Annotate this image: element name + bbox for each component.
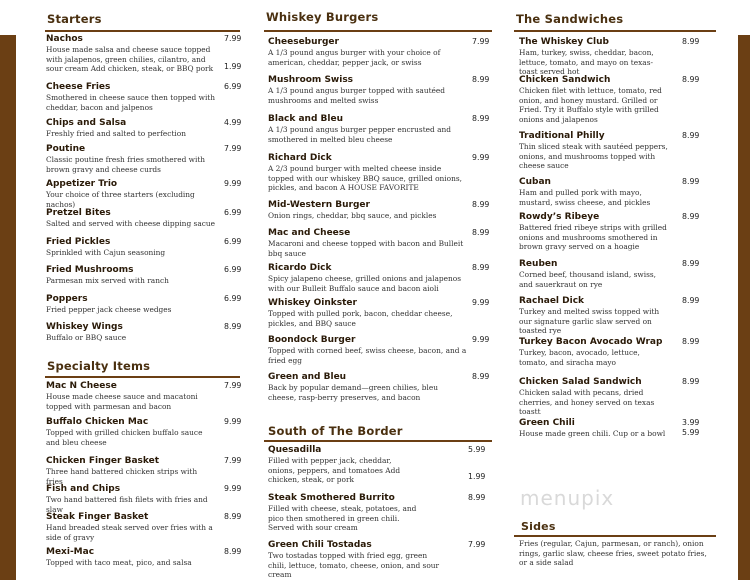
item-desc: Turkey, bacon, avocado, lettuce, tomato, and siracha mayo (519, 348, 640, 367)
item-name: Chicken Finger Basket (46, 456, 160, 466)
menu-item (46, 237, 246, 258)
menu-item (268, 114, 498, 144)
menu-item (46, 208, 246, 229)
item-desc: Topped with taco meat, pico, and salsa (46, 558, 192, 567)
item-desc: Sprinkled with Cajun seasoning (46, 248, 166, 257)
item-price: 7.99 (472, 37, 490, 46)
item-name: Richard Dick (268, 153, 332, 163)
item-name: Chicken Sandwich (519, 75, 611, 85)
item-price: 6.99 (224, 82, 242, 91)
item-desc: Two tostadas topped with fried egg, green chili, lettuce, tomato, cheese, onion, and sour cream (268, 551, 440, 580)
item-desc: Classic poutine fresh fries smothered with brown gravy and cheese curds (46, 155, 206, 174)
item-desc: Fried pepper jack cheese wedges (46, 305, 172, 314)
item-desc: Ham and pulled pork with mayo, mustard, swiss cheese, and pickles (519, 188, 651, 207)
item-name: Reuben (519, 259, 558, 269)
item-desc: Your choice of three starters (excluding nachos) (46, 190, 195, 209)
item-price: 5.99 (468, 445, 486, 454)
item-name: Turkey Bacon Avocado Wrap (519, 337, 663, 347)
item-desc: Back by popular demand—green chilies, bleu cheese, rasp-berry preserves, and bacon (268, 383, 438, 402)
item-desc: Ham, turkey, swiss, cheddar, bacon, lettuce, tomato, and mayo on texas-toast served hot (519, 48, 654, 77)
item-name: Whiskey Wings (46, 322, 123, 332)
item-name: Appetizer Trio (46, 179, 118, 189)
item-desc: Smothered in cheese sauce then topped with cheddar, bacon and jalpenos (46, 93, 216, 112)
item-name: Boondock Burger (268, 335, 356, 345)
section-rule (514, 535, 716, 537)
right-border-stripe (738, 35, 750, 580)
menu-item (519, 377, 709, 417)
menu-item (268, 75, 498, 105)
menu-item (519, 337, 709, 367)
item-desc: Topped with pulled pork, bacon, cheddar cheese, pickles, and BBQ sauce (268, 309, 453, 328)
item-price: 8.99 (472, 228, 490, 237)
menu-item (519, 37, 709, 77)
menu-item (268, 540, 498, 580)
item-desc: Three hand battered chicken strips with fries (46, 467, 198, 486)
menu-item (519, 259, 709, 289)
item-name: Green Chili (519, 418, 575, 428)
menu-item (268, 200, 498, 221)
item-price: 7.99 (468, 540, 486, 549)
item-addon-price: 1.99 (468, 472, 486, 481)
item-name: Mexi-Mac (46, 547, 95, 557)
item-price: 9.99 (472, 298, 490, 307)
menu-item (519, 212, 709, 252)
item-price: 6.99 (224, 237, 242, 246)
menu-item (268, 228, 498, 258)
item-desc: A 1/3 pound angus burger topped with sautéed mushrooms and melted swiss (268, 86, 446, 105)
item-name: Rachael Dick (519, 296, 585, 306)
section-title-border: South of The Border (268, 424, 403, 438)
item-desc: A 1/3 pound angus burger pepper encrusted and smothered in melted bleu cheese (268, 125, 452, 144)
item-name: Poppers (46, 294, 88, 304)
item-desc: Topped with grilled chicken buffalo sauce and bleu cheese (46, 428, 203, 447)
item-desc: House made salsa and cheese sauce topped with jalapenos, green chilies, cilantro, and sour cream Add chicken, steak, or BBQ pork (46, 45, 214, 74)
menu-item (46, 322, 246, 343)
menu-item (46, 381, 246, 411)
item-price: 8.99 (682, 75, 700, 84)
item-desc: Salted and served with cheese dipping sacue (46, 219, 215, 228)
menu-item (519, 296, 709, 336)
menu-item (519, 418, 709, 439)
item-desc: Filled with cheese, steak, potatoes, and pico then smothered in green chili. Served with sour cream (268, 504, 417, 533)
menu-item (268, 37, 498, 67)
item-price: 9.99 (224, 179, 242, 188)
item-price: 8.99 (682, 296, 700, 305)
menu-item (46, 547, 246, 568)
item-desc: Buffalo or BBQ sauce (46, 333, 127, 342)
menu-item (268, 263, 498, 293)
menu-item (46, 512, 246, 542)
item-price: 6.99 (224, 294, 242, 303)
item-name: Cheeseburger (268, 37, 339, 47)
item-desc: Corned beef, thousand island, swiss, and sauerkraut on rye (519, 270, 657, 289)
menu-item (46, 118, 246, 139)
item-price: 9.99 (472, 335, 490, 344)
item-price: 8.99 (224, 512, 242, 521)
item-name: Chicken Salad Sandwich (519, 377, 642, 387)
item-price: 8.99 (472, 114, 490, 123)
item-price: 6.99 (224, 208, 242, 217)
item-name: Chips and Salsa (46, 118, 127, 128)
item-desc: Hand breaded steak served over fries with a side of gravy (46, 523, 213, 542)
menu-item (46, 34, 246, 74)
item-name: Fried Pickles (46, 237, 111, 247)
item-name: Buffalo Chicken Mac (46, 417, 149, 427)
menu-item (268, 335, 498, 365)
item-desc: House made cheese sauce and macatoni topped with parmesan and bacon (46, 392, 198, 411)
item-price: 8.99 (682, 377, 700, 386)
item-desc: A 2/3 pound burger with melted cheese inside topped with our whiskey BBQ sauce, grilled onions, pickles, and bacon A HOUSE FAVORITE (268, 164, 462, 193)
item-price: 8.99 (468, 493, 486, 502)
section-rule (45, 376, 240, 378)
item-name: Mac N Cheese (46, 381, 117, 391)
item-name: Whiskey Oinkster (268, 298, 357, 308)
item-name: Cuban (519, 177, 551, 187)
menu-item (268, 493, 498, 533)
item-price: 8.99 (682, 37, 700, 46)
item-price: 8.99 (472, 263, 490, 272)
item-name: Mid-Western Burger (268, 200, 370, 210)
section-rule (264, 440, 492, 442)
item-name: Traditional Philly (519, 131, 605, 141)
item-price: 8.99 (682, 177, 700, 186)
item-name: Black and Bleu (268, 114, 343, 124)
item-price: 6.99 (224, 265, 242, 274)
item-price: 3.99 (682, 418, 700, 427)
item-desc: Filled with pepper jack, cheddar, onions, peppers, and tomatoes Add chicken, steak, or pork (268, 456, 401, 485)
item-name: Fried Mushrooms (46, 265, 134, 275)
item-price: 8.99 (472, 200, 490, 209)
item-name: Steak Smothered Burrito (268, 493, 395, 503)
item-name: Green Chili Tostadas (268, 540, 372, 550)
item-desc: A 1/3 pound angus burger with your choice of american, cheddar, pepper jack, or swiss (268, 48, 441, 67)
menu-item (519, 177, 709, 207)
item-desc: Macaroni and cheese topped with bacon and Bulleit bbq sauce (268, 239, 464, 258)
item-name: Nachos (46, 34, 83, 44)
section-rule (264, 30, 492, 32)
section-rule (514, 30, 716, 32)
menu-item (268, 372, 498, 402)
menu-item (46, 82, 246, 112)
item-name: Poutine (46, 144, 86, 154)
item-desc: House made green chili. Cup or a bowl (519, 429, 666, 438)
item-addon-price: 5.99 (682, 428, 700, 437)
section-title-burgers: Whiskey Burgers (266, 10, 379, 24)
item-name: Cheese Fries (46, 82, 111, 92)
menu-item (268, 153, 498, 193)
menu-item (268, 298, 498, 328)
item-addon-price: 1.99 (224, 62, 242, 71)
menu-item (46, 417, 246, 447)
section-title-starters: Starters (47, 12, 102, 26)
item-price: 7.99 (224, 34, 242, 43)
menu-item (519, 75, 709, 124)
item-price: 8.99 (682, 337, 700, 346)
item-desc: Freshly fried and salted to perfection (46, 129, 186, 138)
item-price: 8.99 (682, 259, 700, 268)
item-name: Mac and Cheese (268, 228, 351, 238)
item-name: Steak Finger Basket (46, 512, 149, 522)
item-name: Ricardo Dick (268, 263, 332, 273)
item-name: Green and Bleu (268, 372, 347, 382)
item-desc: Parmesan mix served with ranch (46, 276, 169, 285)
menu-item (519, 131, 709, 171)
menu-item (268, 445, 498, 485)
item-name: Pretzel Bites (46, 208, 111, 218)
item-name: The Whiskey Club (519, 37, 609, 47)
item-price: 9.99 (472, 153, 490, 162)
menu-item (46, 484, 246, 514)
left-border-stripe (0, 35, 16, 580)
section-rule (45, 30, 240, 32)
item-price: 8.99 (682, 212, 700, 221)
item-desc: Turkey and melted swiss topped with our signature garlic slaw served on toasted rye (519, 307, 660, 336)
item-desc: Spicy jalapeno cheese, grilled onions and jalapenos with our Bulleit Buffalo sauce and bacon aioli (268, 274, 462, 293)
item-desc: Onion rings, cheddar, bbq sauce, and pickles (268, 211, 437, 220)
item-price: 7.99 (224, 456, 242, 465)
section-title-sides: Sides (521, 520, 556, 533)
item-price: 8.99 (472, 75, 490, 84)
section-title-specialty: Specialty Items (47, 359, 151, 373)
item-name: Fish and Chips (46, 484, 121, 494)
menu-item (46, 179, 246, 209)
menu-item (46, 144, 246, 174)
item-price: 4.99 (224, 118, 242, 127)
item-name: Quesadilla (268, 445, 322, 455)
item-desc: Chicken salad with pecans, dried cherries, and honey served on texas toastt (519, 388, 655, 417)
menu-item (46, 294, 246, 315)
item-price: 9.99 (224, 484, 242, 493)
item-desc: Chicken filet with lettuce, tomato, red onion, and honey mustard. Grilled or Fried. Try it Buffalo style with grilled onions and jalapenos (519, 86, 662, 124)
item-price: 8.99 (682, 131, 700, 140)
menu-item (46, 265, 246, 286)
item-price: 8.99 (472, 372, 490, 381)
item-desc: Two hand battered fish filets with fries and slaw (46, 495, 208, 514)
sides-desc: Fries (regular, Cajun, parmesan, or ranch), onion rings, garlic slaw, cheese fries, sweet potato fries, or a side salad (519, 539, 707, 568)
item-price: 8.99 (224, 547, 242, 556)
section-title-sandwiches: The Sandwiches (516, 12, 624, 26)
item-price: 7.99 (224, 381, 242, 390)
item-desc: Battered fried ribeye strips with grilled onions and mushrooms smothered in brown gravy served on a hoagie (519, 223, 667, 252)
item-price: 7.99 (224, 144, 242, 153)
watermark-logo: menupix (520, 486, 615, 510)
item-price: 8.99 (224, 322, 242, 331)
menu-item (46, 456, 246, 486)
item-price: 9.99 (224, 417, 242, 426)
item-desc: Thin sliced steak with sautéed peppers, onions, and mushrooms topped with cheese sauce (519, 142, 668, 171)
item-desc: Topped with corned beef, swiss cheese, bacon, and a fried egg (268, 346, 467, 365)
item-name: Mushroom Swiss (268, 75, 354, 85)
item-name: Rowdy’s Ribeye (519, 212, 600, 222)
